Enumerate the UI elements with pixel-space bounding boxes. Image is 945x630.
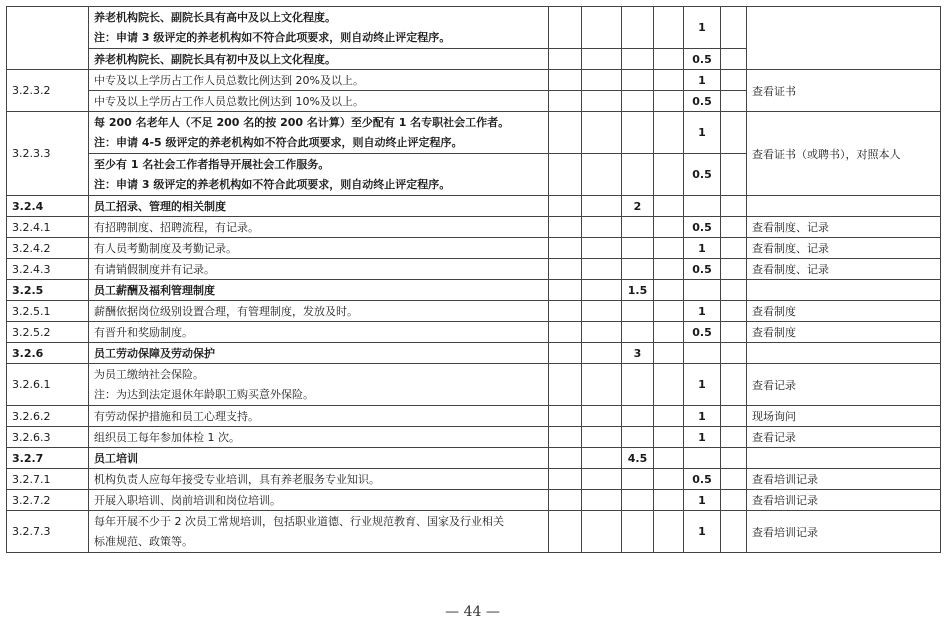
score-cell: 0.5 [684,154,721,196]
item-content [89,7,549,49]
score-cell: 1 [684,112,721,154]
table-row [7,427,941,448]
table-row [7,469,941,490]
item-id-cell: 3.2.4 [7,196,89,217]
section-row [7,196,941,217]
score-cell: 1 [684,301,721,322]
item-content: 有招聘制度、招聘流程，有记录。 [89,217,549,238]
item-id-cell [7,7,89,70]
section-title: 员工劳动保障及劳动保护 [89,343,549,364]
item-content: 有劳动保护措施和员工心理支持。 [89,406,549,427]
section-title: 员工招录、管理的相关制度 [89,196,549,217]
item-id-cell: 3.2.3.3 [7,112,89,196]
table-row [7,322,941,343]
table-row [7,238,941,259]
method-cell: 查看培训记录 [747,511,941,553]
item-id-cell: 3.2.4.2 [7,238,89,259]
section-title: 员工薪酬及福利管理制度 [89,280,549,301]
item-id-cell: 3.2.5.2 [7,322,89,343]
method-cell: 查看培训记录 [747,469,941,490]
score-cell: 1 [684,490,721,511]
item-id-cell: 3.2.6.2 [7,406,89,427]
page-number: — 44 — [445,604,500,620]
content-line: 为员工缴纳社会保险。 [94,367,204,381]
method-cell [747,7,941,70]
method-cell: 查看制度、记录 [747,217,941,238]
item-content: 开展入职培训、岗前培训和岗位培训。 [89,490,549,511]
score-cell: 0.5 [684,91,721,112]
item-content [89,511,549,553]
item-id-cell: 3.2.7 [7,448,89,469]
section-row [7,448,941,469]
item-id-cell: 3.2.6.1 [7,364,89,406]
section-total: 3 [622,343,654,364]
section-title: 员工培训 [89,448,549,469]
section-total: 1.5 [622,280,654,301]
item-content: 组织员工每年参加体检 1 次。 [89,427,549,448]
item-content: 养老机构院长、副院长具有初中及以上文化程度。 [89,49,549,70]
method-cell: 查看制度、记录 [747,238,941,259]
score-cell: 1 [684,511,721,553]
method-cell: 查看证书 [747,70,941,112]
content-line: 注：申请 3 级评定的养老机构如不符合此项要求，则自动终止评定程序。 [94,177,451,191]
method-cell: 查看证书（或聘书），对照本人 [747,112,941,196]
section-row [7,343,941,364]
item-content [89,112,549,154]
section-total: 4.5 [622,448,654,469]
content-line: 注：申请 3 级评定的养老机构如不符合此项要求，则自动终止评定程序。 [94,30,451,44]
item-id-cell: 3.2.6.3 [7,427,89,448]
table-row [7,511,941,553]
table-row [7,7,941,49]
section-total: 2 [622,196,654,217]
table-row [7,364,941,406]
item-id-cell: 3.2.7.2 [7,490,89,511]
content-line: 每年开展不少于 2 次员工常规培训，包括职业道德、行业规范教育、国家及行业相关 [94,514,504,528]
method-cell: 查看培训记录 [747,490,941,511]
table-row [7,259,941,280]
table-row [7,301,941,322]
content-line: 至少有 1 名社会工作者指导开展社会工作服务。 [94,157,330,171]
item-content [89,364,549,406]
score-cell: 0.5 [684,259,721,280]
item-content: 中专及以上学历占工作人员总数比例达到 20%及以上。 [89,70,549,91]
item-content: 有人员考勤制度及考勤记录。 [89,238,549,259]
content-line: 养老机构院长、副院长具有高中及以上文化程度。 [94,10,336,24]
item-content: 薪酬依据岗位级别设置合理，有管理制度，发放及时。 [89,301,549,322]
item-id-cell: 3.2.5.1 [7,301,89,322]
method-cell: 现场询问 [747,406,941,427]
table-row [7,406,941,427]
item-id-cell: 3.2.4.3 [7,259,89,280]
content-line: 注：申请 4-5 级评定的养老机构如不符合此项要求，则自动终止评定程序。 [94,135,463,149]
score-cell: 0.5 [684,469,721,490]
method-cell: 查看记录 [747,364,941,406]
standards-table [6,6,941,553]
table-row [7,217,941,238]
score-cell: 0.5 [684,217,721,238]
score-cell: 1 [684,406,721,427]
method-cell: 查看制度 [747,301,941,322]
table-row [7,70,941,91]
item-id-cell: 3.2.4.1 [7,217,89,238]
section-row [7,280,941,301]
item-id-cell: 3.2.3.2 [7,70,89,112]
item-id-cell: 3.2.6 [7,343,89,364]
method-cell: 查看制度、记录 [747,259,941,280]
score-cell: 1 [684,364,721,406]
item-id-cell: 3.2.5 [7,280,89,301]
table-row [7,490,941,511]
content-line: 标准规范、政策等。 [94,534,193,548]
item-content: 中专及以上学历占工作人员总数比例达到 10%及以上。 [89,91,549,112]
table-row [7,112,941,154]
score-cell: 0.5 [684,322,721,343]
score-cell: 1 [684,70,721,91]
content-line: 注：为达到法定退休年龄职工购买意外保险。 [94,387,314,401]
score-cell: 1 [684,238,721,259]
item-content [89,154,549,196]
item-content: 有晋升和奖励制度。 [89,322,549,343]
item-content: 有请销假制度并有记录。 [89,259,549,280]
method-cell: 查看记录 [747,427,941,448]
item-content: 机构负责人应每年接受专业培训，具有养老服务专业知识。 [89,469,549,490]
item-id-cell: 3.2.7.3 [7,511,89,553]
content-line: 每 200 名老年人（不足 200 名的按 200 名计算）至少配有 1 名专职社会工作者。 [94,115,510,129]
method-cell: 查看制度 [747,322,941,343]
score-cell: 0.5 [684,49,721,70]
score-cell: 1 [684,7,721,49]
score-cell: 1 [684,427,721,448]
item-id-cell: 3.2.7.1 [7,469,89,490]
